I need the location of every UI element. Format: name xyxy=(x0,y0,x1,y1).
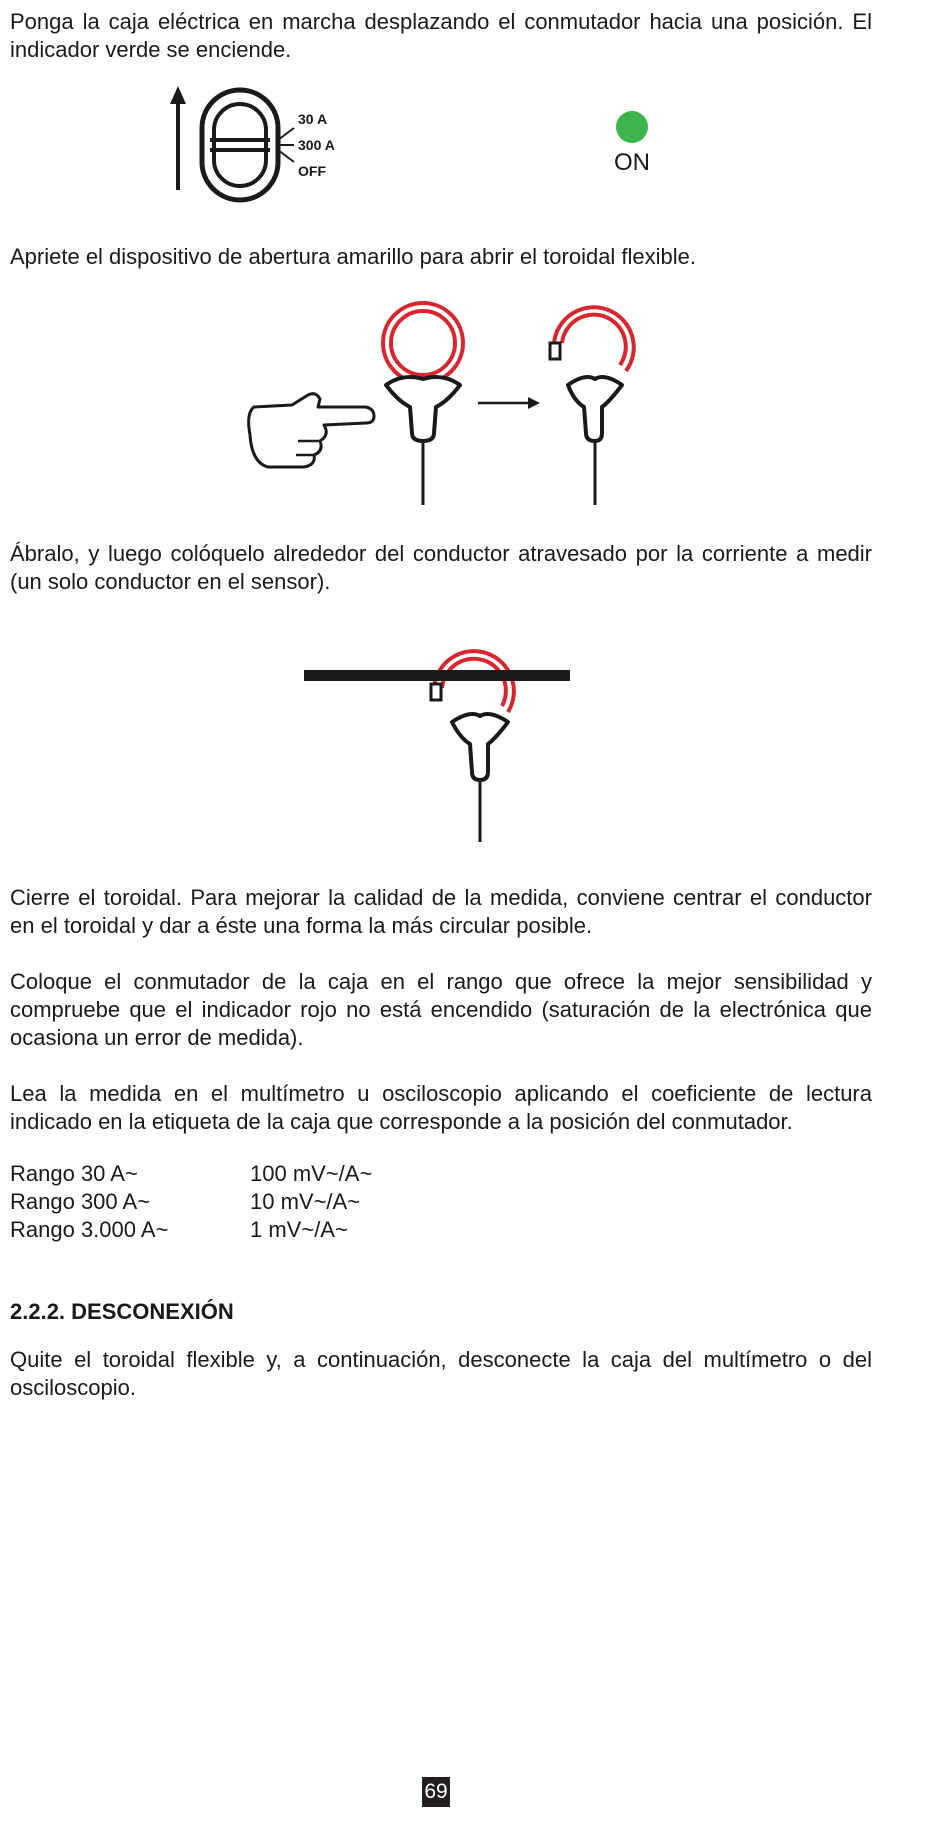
paragraph-press-opener: Apriete el dispositivo de abertura amarillo para abrir el toroidal flexible. xyxy=(10,244,697,269)
range-name: Rango 300 A~ xyxy=(10,1189,151,1214)
paragraph-place-around-conductor: Ábralo, y luego colóquelo alrededor del conductor atravesado por la corriente a medir (un solo conductor en el sensor). xyxy=(10,541,872,594)
switch-label-off: OFF xyxy=(298,163,326,179)
range-name: Rango 3.000 A~ xyxy=(10,1217,169,1242)
switch-label-300a: 300 A xyxy=(298,137,335,153)
range-coefficient: 1 mV~/A~ xyxy=(250,1217,348,1242)
conductor-bar xyxy=(304,670,570,681)
switch-label-30a: 30 A xyxy=(298,111,328,127)
up-arrow-icon xyxy=(170,86,186,190)
open-toroid-icon xyxy=(550,307,634,505)
paragraph-switch-on: Ponga la caja eléctrica en marcha desplazando el conmutador hacia una posición. El indicador verde se enciende. xyxy=(10,9,872,62)
range-row xyxy=(10,1216,372,1244)
range-table xyxy=(10,1160,372,1244)
figure-open-toroid xyxy=(240,295,660,505)
paragraph-close-toroid: Cierre el toroidal. Para mejorar la calidad de la medida, conviene centrar el conductor en el toroidal y dar a éste una forma la más circular posible. xyxy=(10,885,872,938)
toroid-around-conductor-icon xyxy=(304,651,570,842)
closed-toroid-icon xyxy=(383,303,463,505)
rotary-switch-icon xyxy=(202,90,294,200)
paragraph-select-range: Coloque el conmutador de la caja en el rango que ofrece la mejor sensibilidad y compruebe que el indicador rojo no está encendido (saturación de la electrónica que ocasiona un error de medida). xyxy=(10,969,872,1050)
paragraph-read-measure: Lea la medida en el multímetro u osciloscopio aplicando el coeficiente de lectura indicado en la etiqueta de la caja que corresponde a la posición del conmutador. xyxy=(10,1081,872,1134)
right-arrow-icon xyxy=(478,397,540,409)
range-coefficient: 100 mV~/A~ xyxy=(250,1161,373,1186)
paragraph-disconnect: Quite el toroidal flexible y, a continuación, desconecte la caja del multímetro o del osciloscopio. xyxy=(10,1347,872,1400)
green-indicator-icon xyxy=(616,111,648,143)
figure-toroid-around-conductor xyxy=(300,630,590,845)
page-number: 69 xyxy=(422,1777,450,1807)
range-row xyxy=(10,1160,372,1188)
figure-switch xyxy=(160,82,680,212)
indicator-on-label: ON xyxy=(614,149,650,176)
section-heading: 2.2.2. DESCONEXIÓN xyxy=(10,1299,234,1324)
range-row xyxy=(10,1188,372,1216)
range-name: Rango 30 A~ xyxy=(10,1161,138,1186)
pointing-hand-icon xyxy=(249,394,374,467)
range-coefficient: 10 mV~/A~ xyxy=(250,1189,361,1214)
